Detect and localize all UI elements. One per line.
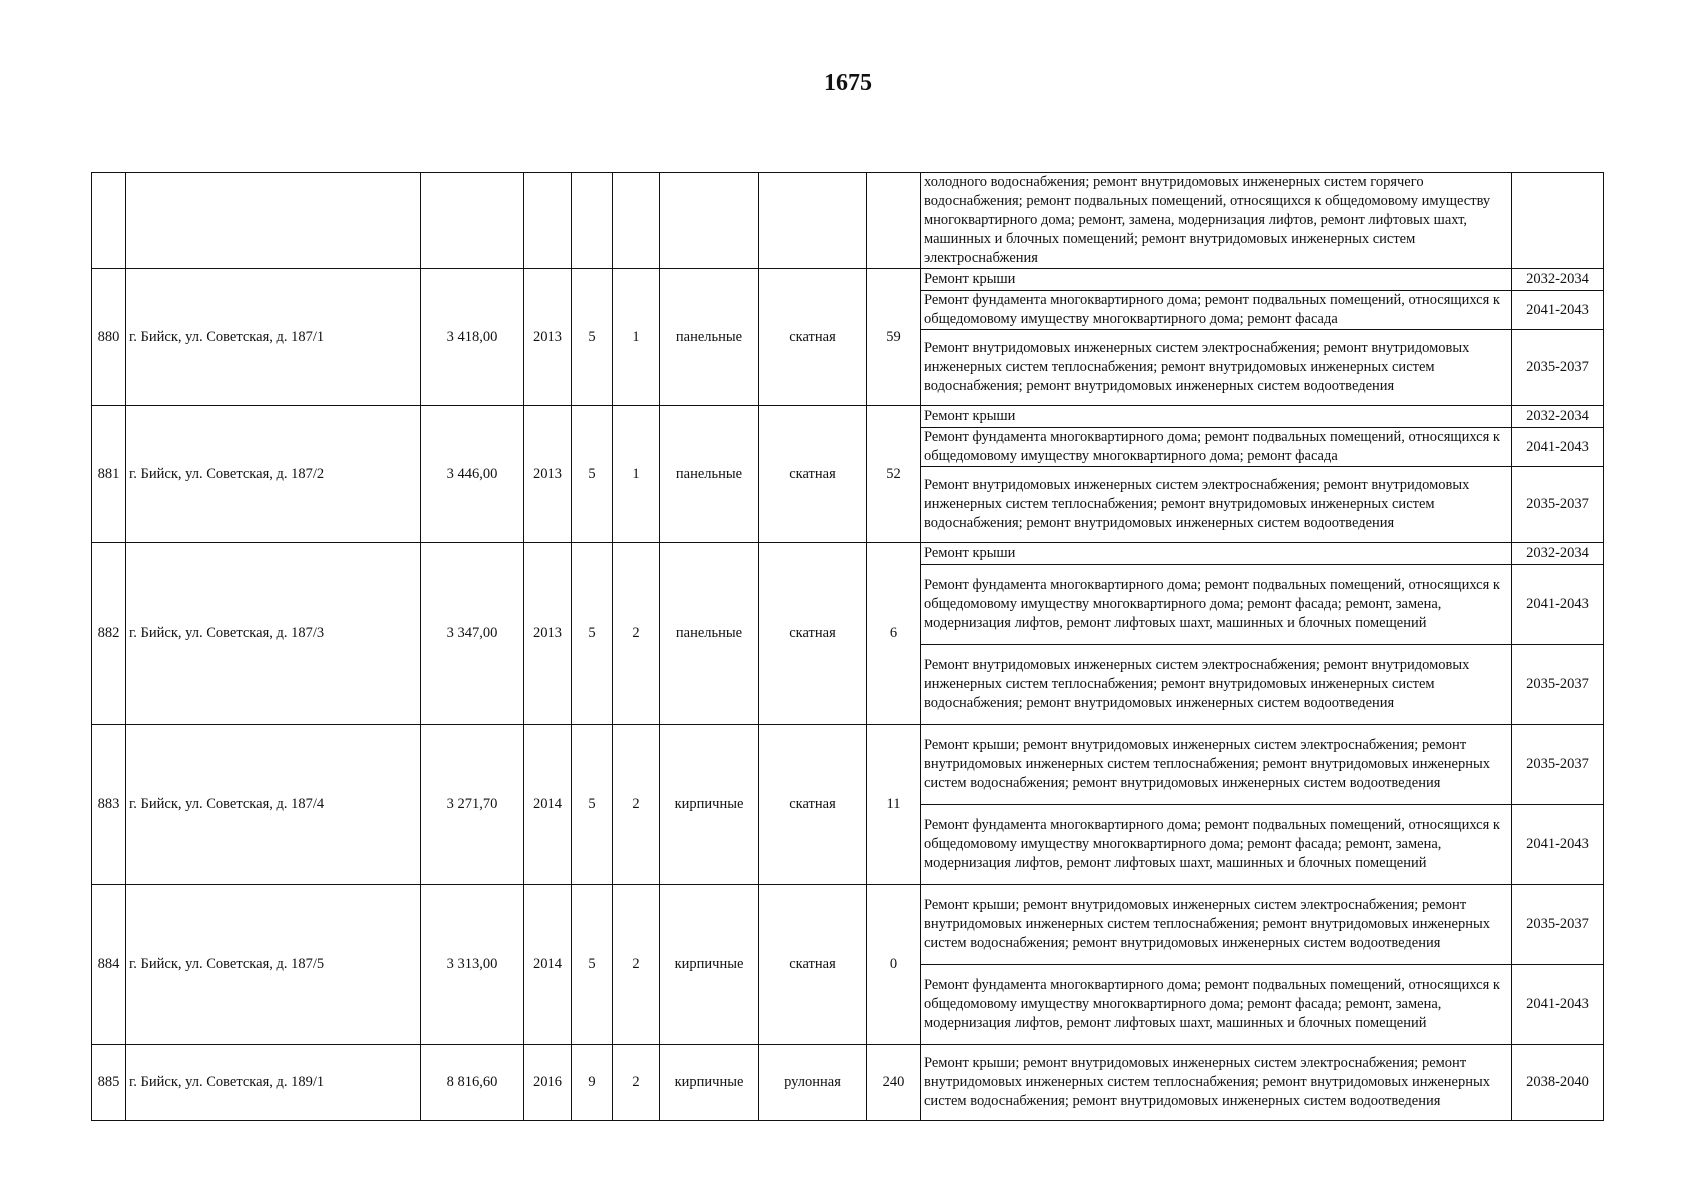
- house-row: [92, 725, 1604, 805]
- house-number: 883: [92, 725, 126, 885]
- entrances-count: 2: [613, 725, 660, 885]
- wall-material: кирпичные: [660, 725, 759, 885]
- work-period: 2032-2034: [1512, 543, 1604, 565]
- cell: [572, 173, 613, 269]
- house-address: г. Бийск, ул. Советская, д. 187/2: [126, 406, 421, 543]
- work-description: Ремонт крыши: [921, 269, 1512, 291]
- floors-count: 5: [572, 543, 613, 725]
- entrances-count: 1: [613, 406, 660, 543]
- house-row: [92, 543, 1604, 565]
- house-number: 880: [92, 269, 126, 406]
- work-period: 2035-2037: [1512, 885, 1604, 965]
- roof-type: скатная: [759, 543, 867, 725]
- floors-count: 5: [572, 725, 613, 885]
- work-description: Ремонт крыши; ремонт внутридомовых инженерных систем электроснабжения; ремонт внутридомовых инженерных систем теплоснабжения; ремонт внутридомовых инженерных систем водоснабжения; ремонт внутридомовых инженерных систем водоотведения: [921, 725, 1512, 805]
- commission-year: 2013: [524, 406, 572, 543]
- work-period: 2035-2037: [1512, 725, 1604, 805]
- work-description: Ремонт внутридомовых инженерных систем электроснабжения; ремонт внутридомовых инженерных систем теплоснабжения; ремонт внутридомовых инженерных систем водоснабжения; ремонт внутридомовых инженерных систем водоотведения: [921, 645, 1512, 725]
- house-address: г. Бийск, ул. Советская, д. 187/3: [126, 543, 421, 725]
- floors-count: 9: [572, 1045, 613, 1121]
- work-period: 2035-2037: [1512, 467, 1604, 543]
- work-period: 2038-2040: [1512, 1045, 1604, 1121]
- wall-material: панельные: [660, 543, 759, 725]
- work-description: Ремонт внутридомовых инженерных систем электроснабжения; ремонт внутридомовых инженерных систем теплоснабжения; ремонт внутридомовых инженерных систем водоснабжения; ремонт внутридомовых инженерных систем водоотведения: [921, 467, 1512, 543]
- house-number: 882: [92, 543, 126, 725]
- house-address: г. Бийск, ул. Советская, д. 187/4: [126, 725, 421, 885]
- housing-repair-table: [91, 172, 1604, 1121]
- cell: [1512, 173, 1604, 269]
- roof-type: скатная: [759, 269, 867, 406]
- cell: [126, 173, 421, 269]
- cell: [613, 173, 660, 269]
- residents-count: 240: [867, 1045, 921, 1121]
- work-description: Ремонт крыши; ремонт внутридомовых инженерных систем электроснабжения; ремонт внутридомовых инженерных систем теплоснабжения; ремонт внутридомовых инженерных систем водоснабжения; ремонт внутридомовых инженерных систем водоотведения: [921, 885, 1512, 965]
- house-address: г. Бийск, ул. Советская, д. 187/1: [126, 269, 421, 406]
- house-number: 884: [92, 885, 126, 1045]
- floors-count: 5: [572, 406, 613, 543]
- work-description: Ремонт фундамента многоквартирного дома; ремонт подвальных помещений, относящихся к общедомовому имуществу многоквартирного дома; ремонт фасада; ремонт, замена, модернизация лифтов, ремонт лифтовых шахт, машинных и блочных помещений: [921, 565, 1512, 645]
- house-area: 3 313,00: [421, 885, 524, 1045]
- residents-count: 11: [867, 725, 921, 885]
- floors-count: 5: [572, 885, 613, 1045]
- work-period: 2041-2043: [1512, 965, 1604, 1045]
- work-description: Ремонт крыши; ремонт внутридомовых инженерных систем электроснабжения; ремонт внутридомовых инженерных систем теплоснабжения; ремонт внутридомовых инженерных систем водоснабжения; ремонт внутридомовых инженерных систем водоотведения: [921, 1045, 1512, 1121]
- roof-type: скатная: [759, 406, 867, 543]
- wall-material: панельные: [660, 406, 759, 543]
- entrances-count: 2: [613, 885, 660, 1045]
- work-period: 2041-2043: [1512, 428, 1604, 467]
- commission-year: 2013: [524, 543, 572, 725]
- entrances-count: 1: [613, 269, 660, 406]
- work-description: Ремонт фундамента многоквартирного дома; ремонт подвальных помещений, относящихся к общедомовому имуществу многоквартирного дома; ремонт фасада; ремонт, замена, модернизация лифтов, ремонт лифтовых шахт, машинных и блочных помещений: [921, 805, 1512, 885]
- entrances-count: 2: [613, 543, 660, 725]
- commission-year: 2016: [524, 1045, 572, 1121]
- house-area: 3 271,70: [421, 725, 524, 885]
- cell: [867, 173, 921, 269]
- work-period: 2032-2034: [1512, 406, 1604, 428]
- cell: [660, 173, 759, 269]
- house-address: г. Бийск, ул. Советская, д. 189/1: [126, 1045, 421, 1121]
- wall-material: панельные: [660, 269, 759, 406]
- house-area: 3 347,00: [421, 543, 524, 725]
- work-period: 2035-2037: [1512, 330, 1604, 406]
- work-description: Ремонт фундамента многоквартирного дома; ремонт подвальных помещений, относящихся к общедомовому имуществу многоквартирного дома; ремонт фасада; ремонт, замена, модернизация лифтов, ремонт лифтовых шахт, машинных и блочных помещений: [921, 965, 1512, 1045]
- work-description: Ремонт крыши: [921, 543, 1512, 565]
- house-address: г. Бийск, ул. Советская, д. 187/5: [126, 885, 421, 1045]
- commission-year: 2013: [524, 269, 572, 406]
- roof-type: рулонная: [759, 1045, 867, 1121]
- page-number: 1675: [824, 70, 872, 96]
- continuation-row: [92, 173, 1604, 269]
- work-period: 2035-2037: [1512, 645, 1604, 725]
- work-description: холодного водоснабжения; ремонт внутридомовых инженерных систем горячего водоснабжения; ремонт подвальных помещений, относящихся к общедомовому имуществу многоквартирного дома; ремонт, замена, модернизация лифтов, ремонт лифтовых шахт, машинных и блочных помещений; ремонт внутридомовых инженерных систем электроснабжения: [921, 173, 1512, 269]
- house-area: 3 418,00: [421, 269, 524, 406]
- roof-type: скатная: [759, 885, 867, 1045]
- cell: [421, 173, 524, 269]
- floors-count: 5: [572, 269, 613, 406]
- cell: [92, 173, 126, 269]
- house-row: [92, 406, 1604, 428]
- work-description: Ремонт фундамента многоквартирного дома; ремонт подвальных помещений, относящихся к общедомовому имуществу многоквартирного дома; ремонт фасада: [921, 291, 1512, 330]
- wall-material: кирпичные: [660, 1045, 759, 1121]
- house-row: [92, 1045, 1604, 1121]
- cell: [759, 173, 867, 269]
- residents-count: 52: [867, 406, 921, 543]
- work-description: Ремонт внутридомовых инженерных систем электроснабжения; ремонт внутридомовых инженерных систем теплоснабжения; ремонт внутридомовых инженерных систем водоснабжения; ремонт внутридомовых инженерных систем водоотведения: [921, 330, 1512, 406]
- house-number: 881: [92, 406, 126, 543]
- commission-year: 2014: [524, 725, 572, 885]
- cell: [524, 173, 572, 269]
- house-area: 8 816,60: [421, 1045, 524, 1121]
- roof-type: скатная: [759, 725, 867, 885]
- work-description: Ремонт фундамента многоквартирного дома; ремонт подвальных помещений, относящихся к общедомовому имуществу многоквартирного дома; ремонт фасада: [921, 428, 1512, 467]
- house-row: [92, 885, 1604, 965]
- commission-year: 2014: [524, 885, 572, 1045]
- work-period: 2041-2043: [1512, 291, 1604, 330]
- entrances-count: 2: [613, 1045, 660, 1121]
- work-period: 2041-2043: [1512, 565, 1604, 645]
- residents-count: 6: [867, 543, 921, 725]
- house-area: 3 446,00: [421, 406, 524, 543]
- residents-count: 59: [867, 269, 921, 406]
- wall-material: кирпичные: [660, 885, 759, 1045]
- house-row: [92, 269, 1604, 291]
- work-period: 2041-2043: [1512, 805, 1604, 885]
- residents-count: 0: [867, 885, 921, 1045]
- house-number: 885: [92, 1045, 126, 1121]
- work-description: Ремонт крыши: [921, 406, 1512, 428]
- work-period: 2032-2034: [1512, 269, 1604, 291]
